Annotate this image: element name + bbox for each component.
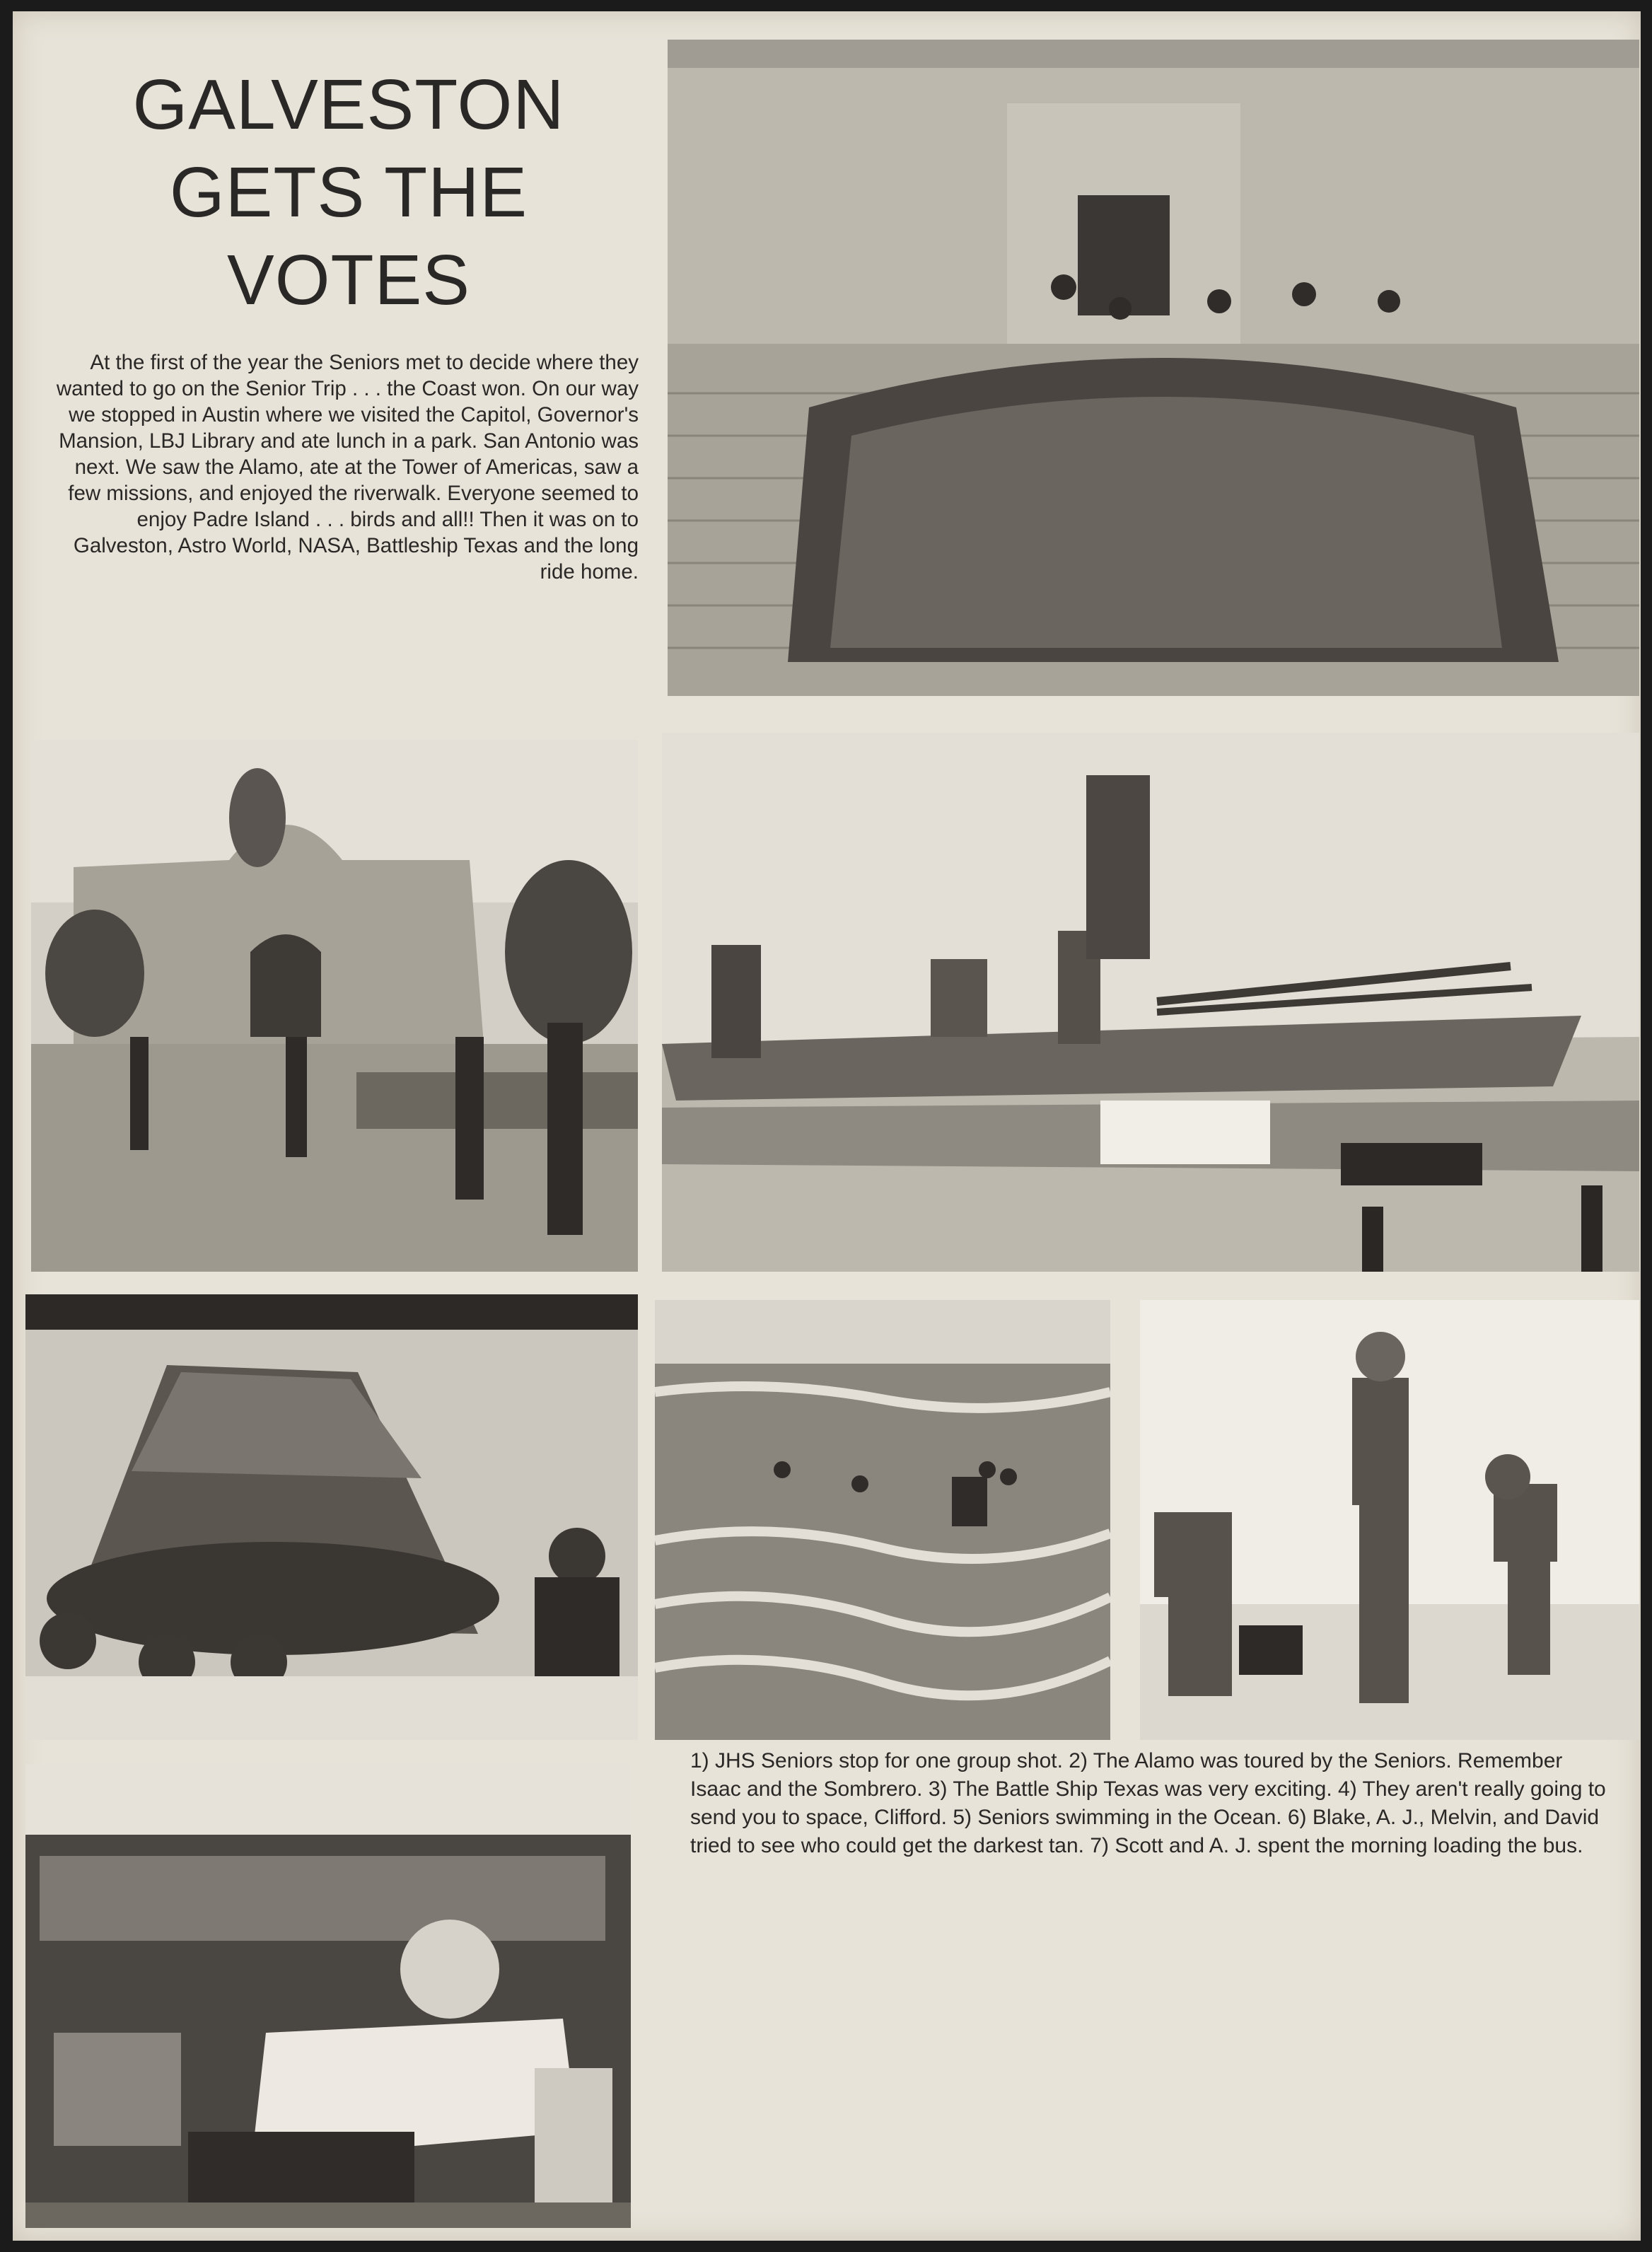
yearbook-page <box>13 11 1641 2241</box>
photo-group-capitol-steps <box>668 40 1639 696</box>
headline-line-2: GETS THE <box>169 153 528 232</box>
photo-alamo <box>31 740 638 1272</box>
intro-paragraph: At the first of the year the Seniors met to decide where they wanted to go on the Senior Trip . . . the Coast won. On our way we stopped in Austin where we visited the Capitol, Governor's Mansion, LBJ Library and ate lunch in a park. San Antonio was next. We saw the Alamo, ate at the Tower of Americas, saw a few missions, and enjoyed the riverwalk. Everyone seemed to enjoy Padre Island . . . birds and all!! Then it was on to Galveston, Astro World, NASA, Battleship Texas and the long ride home. <box>56 351 639 584</box>
photo-beach-tanning <box>1140 1300 1639 1740</box>
photo-ocean-swimming <box>655 1300 1110 1740</box>
photo-captions: 1) JHS Seniors stop for one group shot. 2) The Alamo was toured by the Seniors. Remember Isaac and the Sombrero. 3) The Battle Ship Texas was very exciting. 4) They aren't really going to send you to space, Clifford. 5) Seniors swimming in the Ocean. 6) Blake, A. J., Melvin, and David tried to see who could get the darkest tan. 7) Scott and A. J. spent the morning loading the bus. <box>690 1749 1606 1857</box>
photo-battleship-texas <box>662 733 1639 1272</box>
page-headline <box>41 61 656 324</box>
photo-loading-bus <box>25 1764 631 2228</box>
photo-space-capsule <box>25 1294 638 1740</box>
headline-line-1: GALVESTON <box>132 65 565 144</box>
headline-line-3: VOTES <box>227 240 470 320</box>
